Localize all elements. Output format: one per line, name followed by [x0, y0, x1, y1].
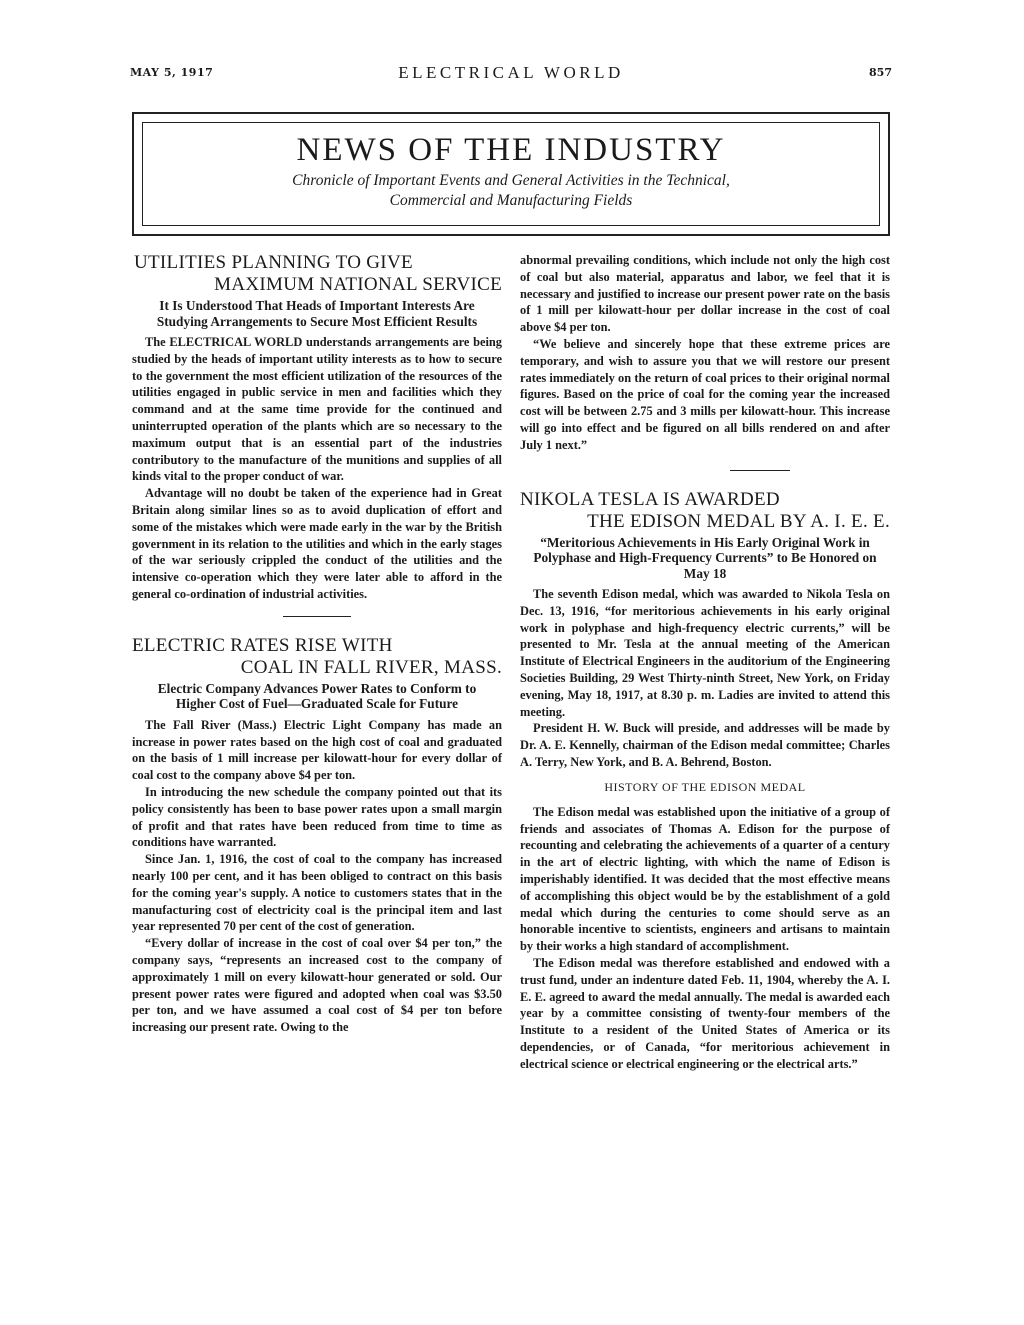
section-subtitle-line-1: Chronicle of Important Events and General Activities in the Technical, [292, 172, 730, 189]
paragraph: “We believe and sincerely hope that these extreme prices are temporary, and wish to assure you that we will restore our present rates immediately on the return of coal prices to their original normal figures. Based on the price of coal for the coming year the increased cost will be between 2.75 and 3 mills per kilowatt-hour. This increase will go into effect and be figured on all bills rendered on and after July 1 next.” [520, 336, 890, 452]
issue-date: MAY 5, 1917 [130, 66, 214, 79]
running-head [130, 63, 892, 86]
article-divider [283, 616, 351, 617]
section-subtitle-line-2: Commercial and Manufacturing Fields [389, 192, 633, 209]
article-headline-line-2: COAL IN FALL RIVER, MASS. [240, 656, 502, 678]
paragraph: Advantage will no doubt be taken of the experience had in Great Britain along similar lines so as to avoid duplication of effort and some of the mistakes which were made early in the war by the British government in its relation to the utilities and which in the early stages of the war seriously crippled the conduct of the utilities and the intensive co-operation which they were later able to afford in the general co-ordination of industrial activities. [132, 486, 502, 601]
article-subhead: HISTORY OF THE EDISON MEDAL [604, 779, 806, 794]
paragraph: The Fall River (Mass.) Electric Light Company has made an increase in power rates based on the high cost of coal and graduated on the basis of 1 mill increase per kilowatt-hour for every dollar of coal cost to the company above $4 per ton. [132, 717, 502, 783]
journal-name: ELECTRICAL WORLD [398, 63, 624, 82]
paragraph: The ELECTRICAL WORLD understands arrangements are being studied by the heads of important utility interests as to how to secure to the government the most efficient utilization of the resources of the utilities engaged in public service in men and facilities which they command and at the same time provide for the continued and uninterrupted operation of the plants which are so necessary to the maximum output that is an essential part of the industries contributory to the manufacture of the munitions and supplies of all kinds vital to the proper conduct of war. [132, 335, 502, 484]
article-tesla [520, 489, 890, 1073]
article-fall-river-continued [520, 252, 890, 454]
article-fall-river [132, 635, 502, 1036]
section-subtitle [194, 171, 828, 211]
section-banner [132, 112, 890, 236]
article-headline-line-1: NIKOLA TESLA IS AWARDED [520, 488, 780, 510]
paragraph: In introducing the new schedule the company pointed out that its policy consistently has been to base power rates upon a small margin of profit and that rates have been reduced from time to time as conditions have warranted. [132, 784, 502, 850]
paragraph: The Edison medal was established upon the initiative of a group of friends and associates of Thomas A. Edison for the purpose of recounting and celebrating the achievements of a quarter of a century in the art of electric lighting, with which the name of Edison is imperishably identified. It was decided that the most effective means of accomplishing this object would be by the establishment of a gold medal which during the centuries to come should serve as an honorable incentive to scientists, engineers and artisans to maintain by their works a high standard of accomplishment. [520, 804, 890, 954]
paragraph: President H. W. Buck will preside, and addresses will be made by Dr. A. E. Kennelly, chairman of the Edison medal committee; Charles A. Terry, New York, and B. A. Behrend, Boston. [520, 721, 890, 770]
page-number: 857 [869, 66, 892, 79]
right-column [520, 252, 890, 1073]
paragraph: Since Jan. 1, 1916, the cost of coal to the company has increased nearly 100 per cent, and it has been obliged to contract on this basis for the coming year's supply. A notice to customers states that in the manufacturing cost of electricity coal is the principal item and last year represented 70 per cent of the cost of generation. [132, 852, 502, 934]
article-headline-line-2: THE EDISON MEDAL BY A. I. E. E. [587, 510, 890, 532]
article-headline-line-2: MAXIMUM NATIONAL SERVICE [214, 274, 502, 295]
article-headline-line-1: ELECTRIC RATES RISE WITH [132, 634, 393, 656]
section-title: NEWS OF THE INDUSTRY [296, 132, 726, 168]
article-headline-line-1: UTILITIES PLANNING TO GIVE [134, 252, 413, 273]
article-deck: “Meritorious Achievements in His Early Original Work in Polyphase and High-Frequency Currents” to Be Honored on May 18 [533, 534, 877, 581]
paragraph: The seventh Edison medal, which was awarded to Nikola Tesla on Dec. 13, 1916, “for meritorious achievements in his early original work in polyphase and high-frequency electric currents,” will be presented to Mr. Tesla at the annual meeting of the American Institute of Electrical Engineers in the auditorium of the Engineering Societies Building, 29 West Thirty-ninth Street, New York, on Friday evening, May 18, 1917, at 8.30 p. m. Ladies are invited to attend this meeting. [520, 587, 890, 719]
paragraph: abnormal prevailing conditions, which include not only the high cost of coal but also material, apparatus and labor, we feel that it is necessary and justified to increase our present power rate on the basis of 1 mill per kilowatt-hour per dollar increase in the cost of coal above $4 per ton. [520, 253, 890, 335]
paragraph: “Every dollar of increase in the cost of coal over $4 per ton,” the company says, “represents an increased cost to the company of approximately 1 mill on every kilowatt-hour generated or sold. Our present power rates were figured and adopted when coal was $3.50 per ton, and we have assumed a coal cost of $4 per ton before increasing our present rate. Owing to the [132, 936, 502, 1035]
article-deck: It Is Understood That Heads of Important Interests Are Studying Arrangements to Secure Most Efficient Results [156, 298, 478, 329]
article-deck: Electric Company Advances Power Rates to Conform to Higher Cost of Fuel—Graduated Scale for Future [157, 680, 477, 712]
article-utilities [132, 252, 502, 603]
paragraph: The Edison medal was therefore established and endowed with a trust fund, under an indenture dated Feb. 11, 1904, whereby the A. I. E. E. agreed to award the medal annually. The medal is awarded each year by a committee consisting of twenty-four members of the Institute to a resident of the United States of America or its dependencies, or of Canada, “for meritorious achievement in electrical science or electrical engineering or the electrical arts.” [520, 956, 890, 1071]
article-divider [730, 470, 790, 471]
left-column [132, 252, 502, 1036]
